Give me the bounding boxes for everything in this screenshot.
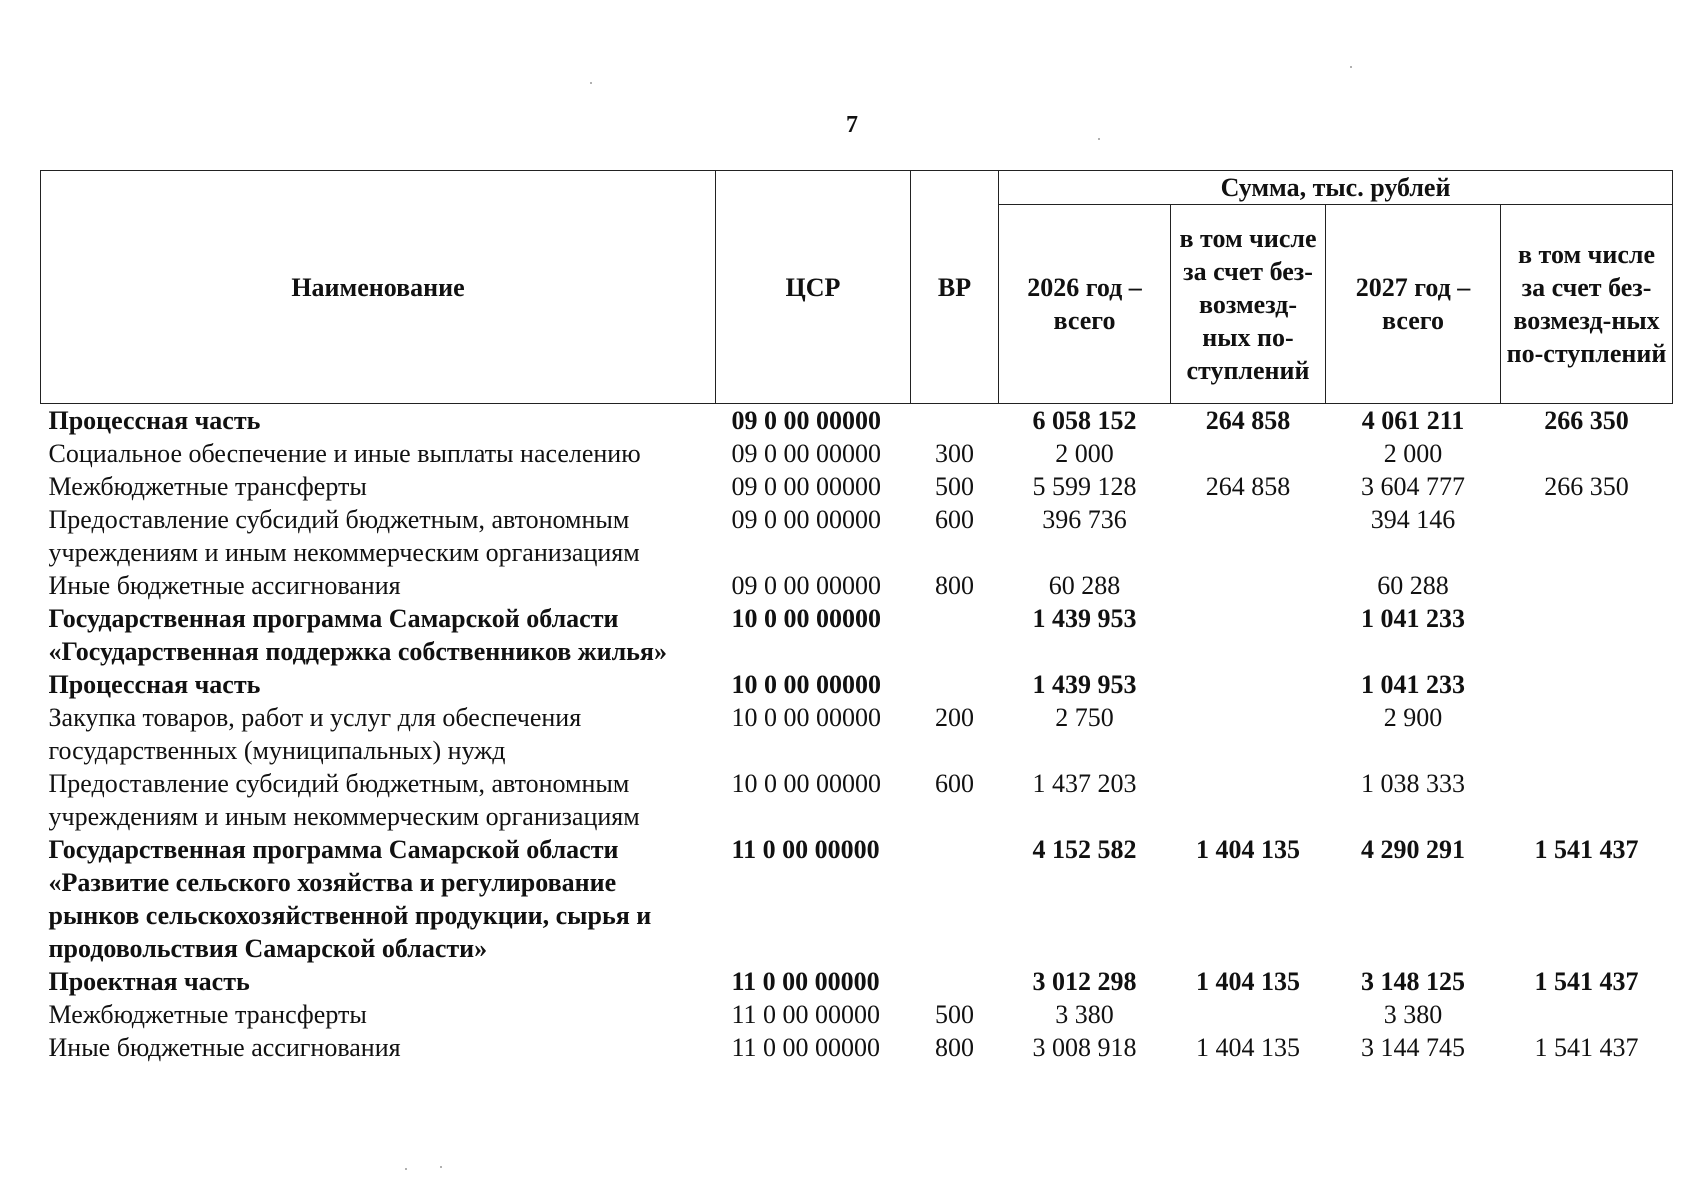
cell-2026-total: 2 000 <box>1055 439 1114 468</box>
table-row <box>41 503 1673 569</box>
cell-2026-gratuitous <box>1171 998 1326 1031</box>
cell-csr: 09 0 00 00000 <box>731 406 881 435</box>
cell-2026-total: 3 012 298 <box>1032 967 1137 996</box>
cell-csr: 11 0 00 00000 <box>731 967 880 996</box>
cell-2026-gratuitous <box>1171 437 1326 470</box>
table-row <box>41 470 1673 503</box>
cell-csr: 09 0 00 00000 <box>731 571 881 600</box>
cell-2026-total: 5 599 128 <box>1032 472 1137 501</box>
header-2026-total: 2026 год – всего <box>999 205 1171 404</box>
cell-2026-gratuitous <box>1171 668 1326 701</box>
cell-2026-total: 60 288 <box>1048 571 1121 600</box>
scan-speck <box>1098 138 1100 140</box>
cell-2027-total: 1 041 233 <box>1361 604 1465 633</box>
cell-2026-gratuitous: 1 404 135 <box>1196 967 1300 996</box>
cell-csr: 11 0 00 00000 <box>731 835 880 864</box>
cell-name: Иные бюджетные ассигнования <box>48 1033 401 1062</box>
table-row <box>41 569 1673 602</box>
scan-speck <box>1350 66 1352 68</box>
cell-vr <box>911 668 999 701</box>
page-number: 7 <box>846 112 858 138</box>
cell-2027-total: 3 148 125 <box>1361 967 1465 996</box>
scan-speck <box>590 82 592 84</box>
cell-2026-total: 1 437 203 <box>1032 769 1137 798</box>
cell-2026-gratuitous <box>1171 701 1326 767</box>
cell-2026-gratuitous <box>1171 602 1326 668</box>
cell-name: Государственная программа Самарской области «Государственная поддержка собственников жилья» <box>48 604 667 666</box>
cell-2027-total: 4 290 291 <box>1361 835 1465 864</box>
cell-2027-gratuitous: 266 350 <box>1544 472 1629 501</box>
cell-2026-gratuitous: 1 404 135 <box>1196 1033 1300 1062</box>
scan-speck <box>405 1168 407 1170</box>
cell-2026-total: 1 439 953 <box>1032 604 1137 633</box>
cell-vr: 800 <box>935 1033 974 1062</box>
cell-2026-total: 1 439 953 <box>1032 670 1137 699</box>
cell-2026-gratuitous: 1 404 135 <box>1196 835 1300 864</box>
scan-speck <box>440 1166 442 1168</box>
cell-vr <box>911 833 999 965</box>
cell-vr: 200 <box>935 703 974 732</box>
cell-2026-gratuitous <box>1171 503 1326 569</box>
cell-2027-gratuitous: 1 541 437 <box>1534 1033 1639 1062</box>
cell-2026-gratuitous: 264 858 <box>1205 406 1291 435</box>
cell-2026-gratuitous <box>1171 569 1326 602</box>
header-sum-group: Сумма, тыс. рублей <box>999 171 1673 205</box>
cell-csr: 11 0 00 00000 <box>731 1000 881 1029</box>
cell-name: Межбюджетные трансферты <box>48 472 367 501</box>
table-row <box>41 602 1673 668</box>
cell-2026-total: 3 008 918 <box>1032 1033 1137 1062</box>
cell-2026-total: 6 058 152 <box>1032 406 1137 435</box>
cell-2026-total: 4 152 582 <box>1032 835 1137 864</box>
budget-table <box>40 170 1673 1064</box>
cell-name: Иные бюджетные ассигнования <box>48 571 401 600</box>
cell-2027-total: 1 038 333 <box>1361 769 1465 798</box>
cell-vr: 500 <box>935 472 974 501</box>
cell-2027-gratuitous <box>1501 701 1673 767</box>
cell-2027-gratuitous <box>1501 668 1673 701</box>
cell-2027-gratuitous: 266 350 <box>1544 406 1629 435</box>
cell-2027-gratuitous <box>1501 602 1673 668</box>
cell-name: Закупка товаров, работ и услуг для обеспечения государственных (муниципальных) нужд <box>48 703 582 765</box>
table-row <box>41 404 1673 438</box>
cell-csr: 10 0 00 00000 <box>731 769 881 798</box>
cell-2027-total: 3 604 777 <box>1361 472 1465 501</box>
cell-2026-gratuitous: 264 858 <box>1205 472 1291 501</box>
cell-2026-gratuitous <box>1171 767 1326 833</box>
table-row <box>41 767 1673 833</box>
cell-name: Государственная программа Самарской области «Развитие сельского хозяйства и регулирование рынков сельскохозяйственной продукции, сырья и продовольствия Самарской области» <box>48 835 652 963</box>
cell-csr: 10 0 00 00000 <box>731 703 881 732</box>
cell-2027-total: 1 041 233 <box>1361 670 1465 699</box>
cell-name: Предоставление субсидий бюджетным, автономным учреждениям и иным некоммерческим организациям <box>48 505 640 567</box>
cell-2027-gratuitous <box>1501 437 1673 470</box>
cell-2027-gratuitous <box>1501 503 1673 569</box>
table-body <box>41 404 1673 1065</box>
table-row <box>41 998 1673 1031</box>
cell-name: Межбюджетные трансферты <box>48 1000 367 1029</box>
cell-vr: 800 <box>935 571 974 600</box>
table-row <box>41 1031 1673 1064</box>
cell-vr: 500 <box>935 1000 974 1029</box>
table-row <box>41 668 1673 701</box>
cell-name: Предоставление субсидий бюджетным, автономным учреждениям и иным некоммерческим организациям <box>48 769 640 831</box>
header-csr: ЦСР <box>716 171 911 404</box>
cell-2027-total: 4 061 211 <box>1361 406 1465 435</box>
cell-vr <box>911 965 999 998</box>
table-row <box>41 701 1673 767</box>
table-row <box>41 833 1673 965</box>
cell-2027-gratuitous: 1 541 437 <box>1534 835 1639 864</box>
cell-csr: 09 0 00 00000 <box>731 439 881 468</box>
cell-2027-gratuitous: 1 541 437 <box>1534 967 1639 996</box>
cell-name: Социальное обеспечение и иные выплаты населению <box>48 439 641 468</box>
cell-2027-total: 2 000 <box>1383 439 1443 468</box>
table-row <box>41 965 1673 998</box>
cell-csr: 11 0 00 00000 <box>731 1033 881 1062</box>
cell-2027-total: 394 146 <box>1370 505 1456 534</box>
cell-vr <box>911 404 999 438</box>
cell-2027-gratuitous <box>1501 569 1673 602</box>
cell-vr: 600 <box>935 769 974 798</box>
cell-vr: 300 <box>935 439 974 468</box>
cell-2027-gratuitous <box>1501 767 1673 833</box>
cell-2027-total: 2 900 <box>1383 703 1443 732</box>
cell-csr: 10 0 00 00000 <box>731 670 881 699</box>
cell-2026-total: 2 750 <box>1055 703 1114 732</box>
cell-name: Процессная часть <box>48 670 261 699</box>
cell-csr: 09 0 00 00000 <box>731 505 881 534</box>
header-2027-total: 2027 год – всего <box>1326 205 1501 404</box>
cell-csr: 10 0 00 00000 <box>731 604 881 633</box>
cell-2027-total: 3 144 745 <box>1361 1033 1465 1062</box>
cell-2026-total: 396 736 <box>1042 505 1127 534</box>
cell-name: Проектная часть <box>48 967 250 996</box>
header-vr: ВР <box>911 171 999 404</box>
cell-name: Процессная часть <box>48 406 261 435</box>
cell-csr: 09 0 00 00000 <box>731 472 881 501</box>
header-name: Наименование <box>41 171 716 404</box>
cell-2027-total: 60 288 <box>1377 571 1449 600</box>
table-row <box>41 437 1673 470</box>
cell-2027-total: 3 380 <box>1383 1000 1443 1029</box>
cell-vr <box>911 602 999 668</box>
cell-2026-total: 3 380 <box>1055 1000 1114 1029</box>
cell-vr: 600 <box>935 505 974 534</box>
header-2027-gratuitous: в том числе за счет без-возмезд-ных по-ступлений <box>1501 205 1673 404</box>
header-2026-gratuitous: в том числе за счет без-возмезд-ных по-ступлений <box>1171 205 1326 404</box>
cell-2027-gratuitous <box>1501 998 1673 1031</box>
